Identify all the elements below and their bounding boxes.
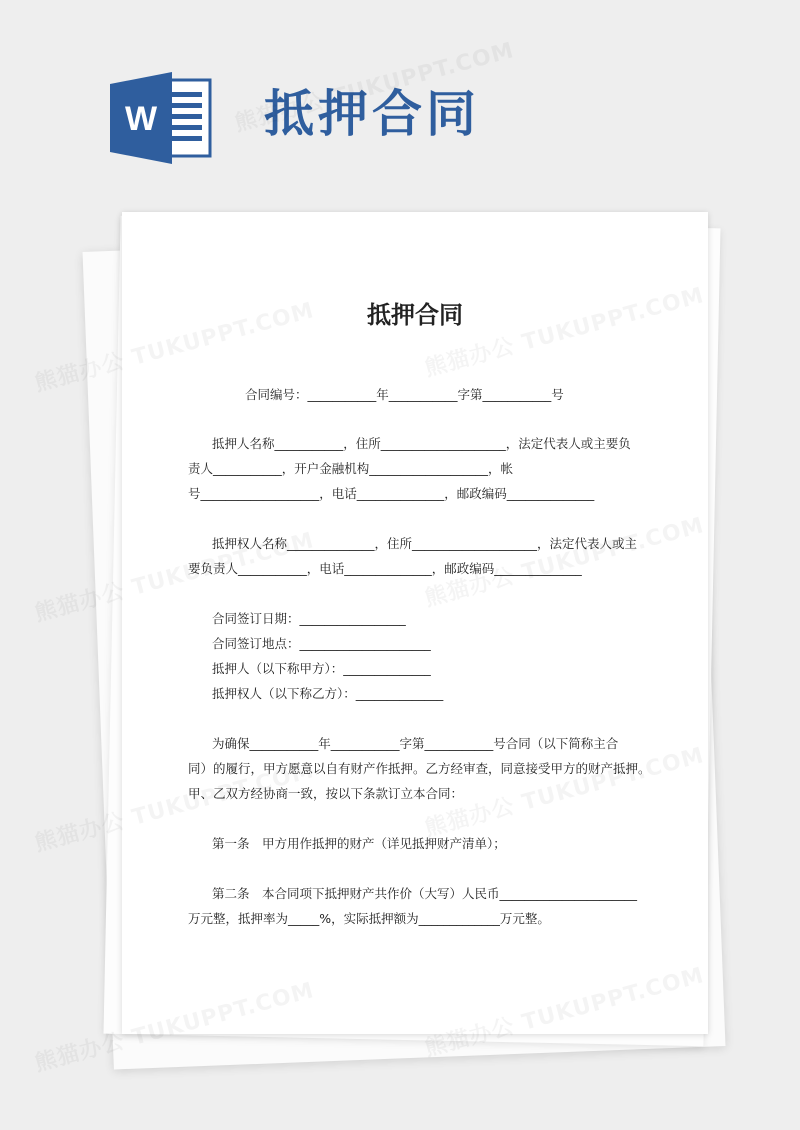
article-2-line: 万元整，抵押率为_____%，实际抵押额为_____________万元整。 — [188, 911, 550, 926]
document-title: 抵押合同 — [367, 301, 463, 329]
mortgagor-line: 号___________________，电话______________，邮政编码______________ — [188, 486, 595, 501]
mortgagee-line: 抵押权人名称______________，住所____________________，法定代表人或主 — [212, 536, 638, 551]
mortgagee-line: 要负责人___________，电话______________，邮政编码______________ — [188, 561, 582, 576]
document-page — [122, 212, 708, 1034]
contract-number-line: 合同编号：___________年___________字第___________号 — [245, 387, 564, 402]
preamble-line: 甲、乙双方经协商一致，按以下条款订立本合同： — [188, 786, 464, 801]
header-title: 抵押合同 — [264, 85, 480, 143]
party-a-line: 抵押人（以下称甲方）：______________ — [212, 661, 431, 676]
mortgagor-line: 责人___________，开户金融机构___________________，帐 — [188, 461, 514, 476]
word-logo-letter: W — [124, 100, 158, 138]
preamble-line: 同）的履行，甲方愿意以自有财产作抵押。乙方经审查，同意接受甲方的财产抵押。 — [188, 761, 651, 776]
sign-date-line: 合同签订日期：_________________ — [212, 611, 406, 626]
article-1-line: 第一条 甲方用作抵押的财产（详见抵押财产清单）； — [212, 836, 506, 851]
word-icon — [110, 72, 214, 164]
mortgagor-line: 抵押人名称___________，住所____________________，法定代表人或主要负 — [212, 436, 631, 451]
article-2-line: 第二条 本合同项下抵押财产共作价（大写）人民币______________________ — [212, 886, 638, 901]
sign-place-line: 合同签订地点：_____________________ — [212, 636, 431, 651]
preamble-line: 为确保___________年___________字第___________号合同（以下简称主合 — [212, 736, 619, 751]
header — [0, 0, 800, 200]
party-b-line: 抵押权人（以下称乙方）：______________ — [212, 686, 444, 701]
